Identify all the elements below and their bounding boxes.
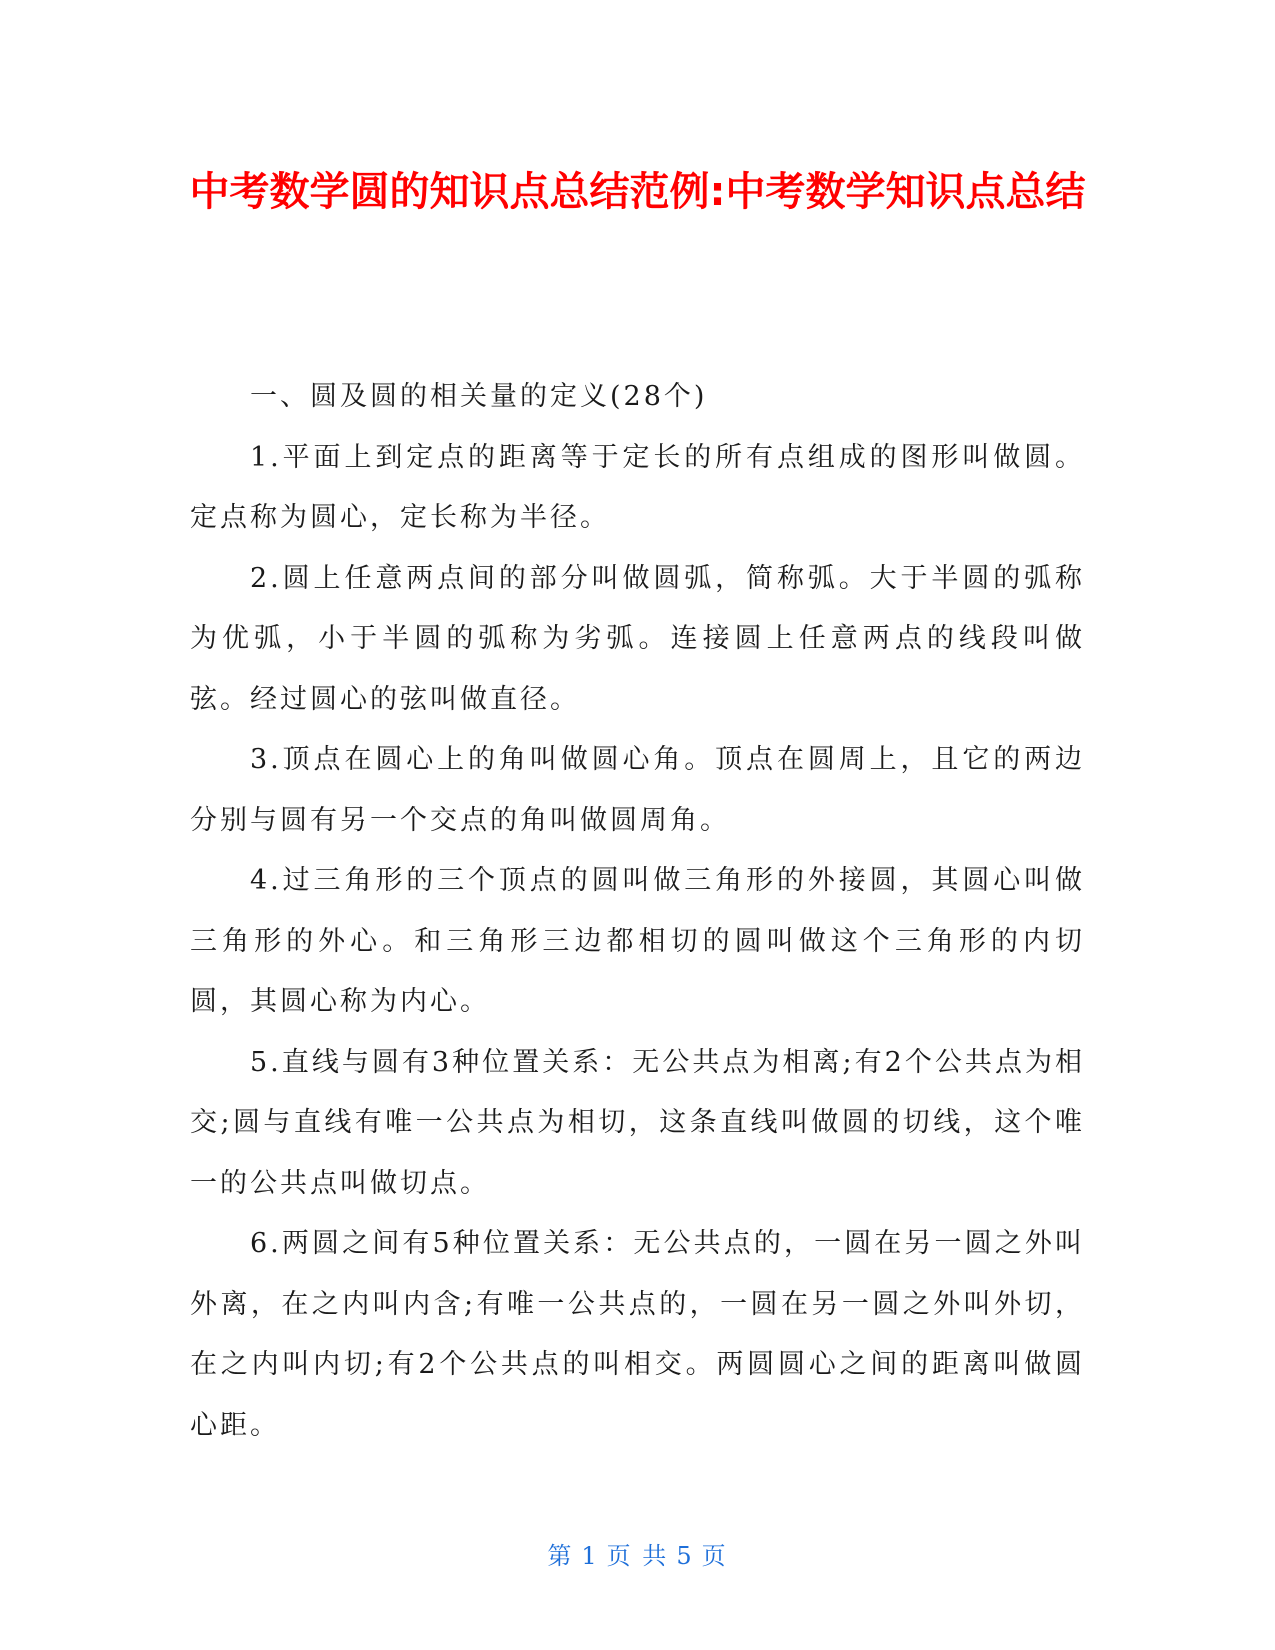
footer-middle: 页 共 bbox=[606, 1542, 669, 1570]
footer-current-page: 1 bbox=[581, 1542, 599, 1570]
page-footer bbox=[0, 1536, 1275, 1571]
footer-total-pages: 5 bbox=[676, 1542, 694, 1570]
paragraph-1: 1.平面上到定点的距离等于定长的所有点组成的图形叫做圆。定点称为圆心，定长称为半径。 bbox=[190, 441, 1085, 533]
paragraph-4: 4.过三角形的三个顶点的圆叫做三角形的外接圆，其圆心叫做三角形的外心。和三角形三边都相切的圆叫做这个三角形的内切圆，其圆心称为内心。 bbox=[190, 865, 1085, 1017]
paragraph-3: 3.顶点在圆心上的角叫做圆心角。顶点在圆周上，且它的两边分别与圆有另一个交点的角叫做圆周角。 bbox=[190, 744, 1085, 836]
paragraph-2: 2.圆上任意两点间的部分叫做圆弧，简称弧。大于半圆的弧称为优弧，小于半圆的弧称为劣弧。连接圆上任意两点的线段叫做弦。经过圆心的弦叫做直径。 bbox=[190, 562, 1085, 715]
paragraph-5: 5.直线与圆有3种位置关系：无公共点为相离;有2个公共点为相交;圆与直线有唯一公共点为相切，这条直线叫做圆的切线，这个唯一的公共点叫做切点。 bbox=[190, 1046, 1085, 1199]
footer-prefix: 第 bbox=[547, 1542, 574, 1570]
document-body bbox=[190, 367, 1085, 1456]
document-title: 中考数学圆的知识点总结范例:中考数学知识点总结 bbox=[189, 169, 1086, 215]
section-heading: 一、圆及圆的相关量的定义(28个) bbox=[250, 381, 708, 412]
paragraph-6: 6.两圆之间有5种位置关系：无公共点的，一圆在另一圆之外叫外离，在之内叫内含;有唯一公共点的，一圆在另一圆之外叫外切，在之内叫内切;有2个公共点的叫相交。两圆圆心之间的距离叫做圆心距。 bbox=[190, 1228, 1085, 1441]
footer-suffix: 页 bbox=[701, 1542, 728, 1570]
